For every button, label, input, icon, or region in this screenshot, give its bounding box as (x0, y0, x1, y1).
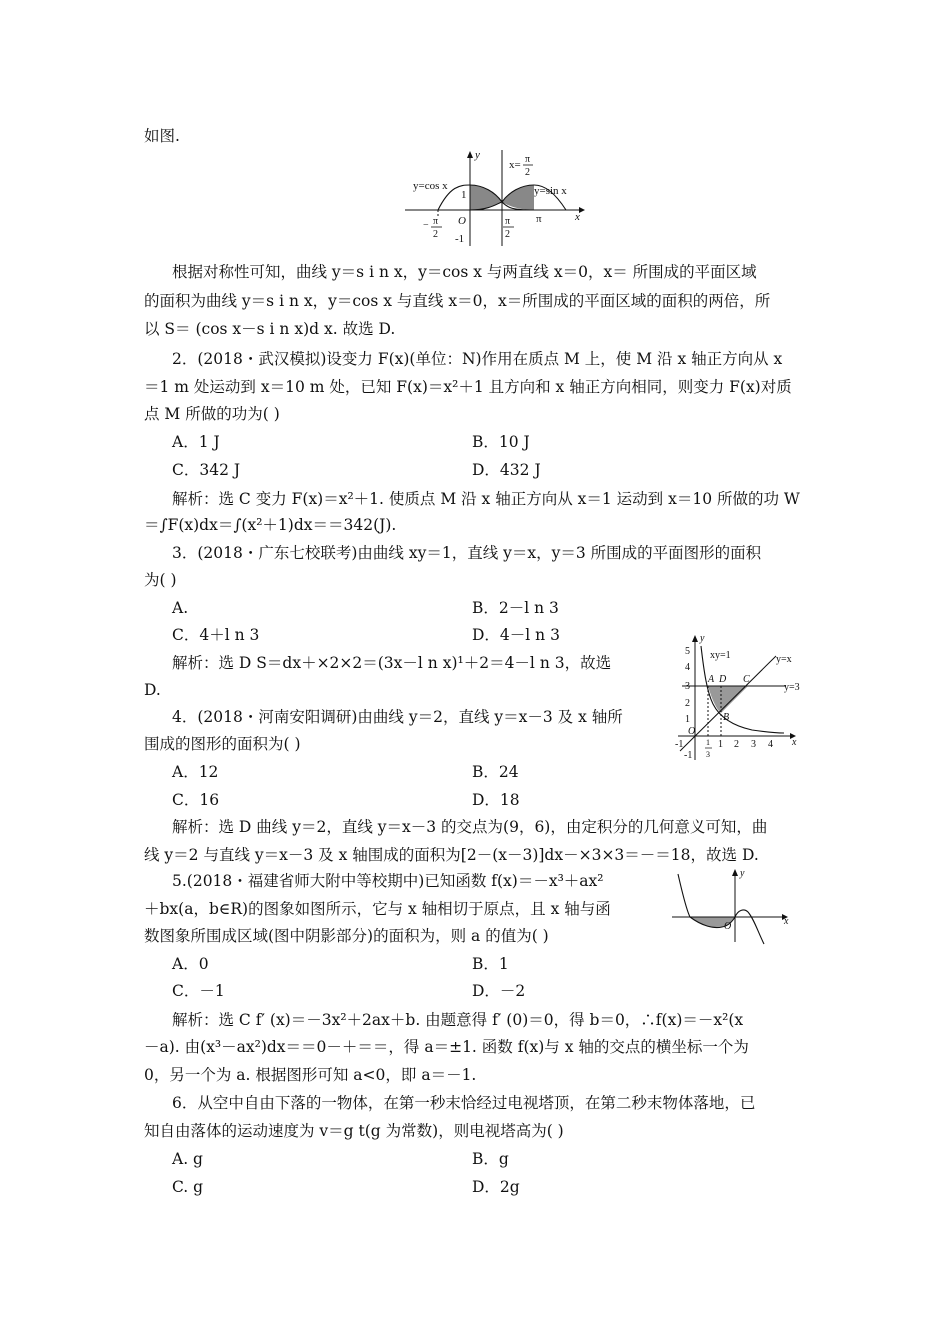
line-label-num: π (525, 154, 531, 165)
point-C: C (743, 674, 750, 685)
q4-line1: 4．(2018・河南安阳调研)由曲线 y＝2，直线 y＝x－3 及 x 轴所 (172, 708, 623, 726)
x-axis-label: x (784, 916, 789, 927)
y-tick-3: 3 (685, 681, 690, 692)
tick-neg-sign: − (423, 220, 429, 231)
tick-neg-pi-num: π (433, 216, 439, 227)
x-tick-1-3-den: 3 (706, 750, 710, 759)
y-tick-neg1: -1 (684, 750, 693, 761)
tick-one: 1 (461, 189, 467, 201)
q3-option-c: C．4＋l n 3 (172, 626, 260, 644)
intro-text: 如图. (144, 127, 180, 145)
q5-answer-line3: 0，另一个为 a. 根据图形可知 a<0，即 a＝－1. (144, 1066, 477, 1084)
line-label-den: 2 (525, 167, 530, 178)
q6-option-b: B．g (472, 1150, 509, 1168)
q3-answer-line1: 解析：选 D S＝dx＋×2×2＝(3x－l n x)¹＋2＝4－l n 3，故选 (172, 654, 612, 672)
q4-line2: 围成的图形的面积为( ) (144, 735, 301, 753)
q6-line2: 知自由落体的运动速度为 v＝g t(g 为常数)，则电视塔高为( ) (144, 1122, 564, 1140)
y-tick-1: 1 (685, 714, 690, 725)
xy1-label: xy=1 (710, 650, 731, 661)
q5-line3: 数图象所围成区域(图中阴影部分)的面积为，则 a 的值为( ) (144, 927, 549, 945)
q4-answer-line2: 线 y＝2 与直线 y＝x－3 及 x 轴围成的面积为[2－(x－3)]dx－×3×3＝－＝18，故选 D. (144, 846, 759, 864)
q2-answer-line2: ＝∫F(x)dx＝∫(x²＋1)dx＝＝342(J). (144, 516, 397, 534)
figure-hyperbola (672, 632, 802, 764)
point-D: D (719, 674, 727, 685)
q5-line2: ＋bx(a，b∈R)的图象如图所示，它与 x 轴相切于原点，且 x 轴与函 (144, 900, 611, 918)
q2-line1: 2．(2018・武汉模拟)设变力 F(x)(单位：N)作用在质点 M 上，使 M 沿 x 轴正方向从 x (172, 350, 783, 368)
x-tick-neg1: -1 (675, 739, 684, 750)
q4-option-c: C．16 (172, 791, 220, 809)
q6-option-c: C. g (172, 1178, 204, 1196)
q2-option-a: A．1 J (172, 433, 220, 451)
origin-label: O (458, 215, 466, 227)
p1-line2: 的面积为曲线 y＝s i n x，y＝cos x 与直线 x＝0，x＝所围成的平面区域的面积的两倍，所 (144, 292, 771, 310)
x-tick-3: 3 (751, 739, 756, 750)
q5-option-b: B．1 (472, 955, 509, 973)
y-axis-arrow (467, 151, 473, 158)
cos-label: y=cos x (413, 180, 448, 192)
line-label: x= (509, 159, 521, 171)
cubic-curve (678, 874, 764, 944)
q2-option-b: B．10 J (472, 433, 530, 451)
q6-option-a: A. g (172, 1150, 203, 1168)
q2-answer-line1: 解析：选 C 变力 F(x)＝x²＋1. 使质点 M 沿 x 轴正方向从 x＝1 运动到 x＝10 所做的功 W (172, 490, 800, 508)
p1-line1: 根据对称性可知，曲线 y＝s i n x，y＝cos x 与两直线 x＝0，x＝ 所围成的平面区域 (172, 263, 757, 281)
origin-label: O (688, 726, 696, 737)
q5-answer-line1: 解析：选 C f′ (x)＝－3x²＋2ax＋b. 由题意得 f′ (0)＝0，得 b＝0，∴f(x)＝－x²(x (172, 1011, 744, 1029)
q3-line1: 3．(2018・广东七校联考)由曲线 xy＝1，直线 y＝x，y＝3 所围成的平面图形的面积 (172, 544, 762, 562)
q5-option-d: D．－2 (472, 982, 526, 1000)
tick-pi-half-den: 2 (505, 229, 510, 240)
q5-answer-line2: －a). 由(x³－ax²)dx＝＝0－＋＝＝，得 a＝±1. 函数 f(x)与 x 轴的交点的横坐标一个为 (144, 1038, 749, 1056)
figure-sin-cos (405, 148, 590, 248)
q3-option-d: D．4－l n 3 (472, 626, 560, 644)
tick-neg-one: -1 (455, 233, 465, 245)
y3-label: y=3 (784, 682, 800, 693)
x-tick-2: 2 (734, 739, 739, 750)
q3-line2: 为( ) (144, 571, 177, 589)
q5-option-c: C．－1 (172, 982, 225, 1000)
point-A: A (708, 674, 715, 685)
x-tick-1-3-num: 1 (706, 738, 710, 747)
y-tick-2: 2 (685, 698, 690, 709)
y-axis-label: y (475, 149, 480, 161)
q5-option-a: A．0 (172, 955, 209, 973)
y-tick-4: 4 (685, 662, 690, 673)
tick-neg-pi-den: 2 (433, 229, 438, 240)
q3-answer-line2: D. (144, 681, 161, 699)
x-tick-4: 4 (768, 739, 773, 750)
yx-label: y=x (776, 654, 792, 665)
q2-option-d: D．432 J (472, 461, 541, 479)
y-axis-label: y (740, 868, 745, 879)
p1-line3: 以 S＝ (cos x－s i n x)d x. 故选 D. (144, 320, 396, 338)
tick-pi-half-num: π (505, 216, 511, 227)
q6-line1: 6．从空中自由下落的一物体，在第一秒末恰经过电视塔顶，在第二秒末物体落地，已 (172, 1094, 756, 1112)
tick-pi: π (536, 213, 542, 225)
origin-label: O (724, 921, 732, 932)
q6-option-d: D．2g (472, 1178, 520, 1196)
x-axis-label: x (575, 211, 580, 223)
x-tick-1: 1 (718, 739, 723, 750)
q4-option-a: A．12 (172, 763, 219, 781)
y-axis-label: y (700, 633, 705, 644)
q3-option-b: B．2－l n 3 (472, 599, 559, 617)
q2-option-c: C．342 J (172, 461, 241, 479)
q4-option-b: B．24 (472, 763, 519, 781)
sin-label: y=sin x (534, 185, 567, 197)
figure-cubic (668, 866, 798, 944)
q4-answer-line1: 解析：选 D 曲线 y＝2，直线 y＝x－3 的交点为(9，6)，由定积分的几何意义可知，曲 (172, 818, 768, 836)
q2-line3: 点 M 所做的功为( ) (144, 405, 280, 423)
q4-option-d: D．18 (472, 791, 520, 809)
x-axis-arrow (579, 207, 585, 213)
point-B: B (723, 712, 730, 723)
q5-line1: 5.(2018・福建省师大附中等校期中)已知函数 f(x)＝－x³＋ax² (172, 872, 604, 890)
q2-line2: ＝1 m 处运动到 x＝10 m 处，已知 F(x)＝x²＋1 且方向和 x 轴正方向相同，则变力 F(x)对质 (144, 378, 792, 396)
q3-option-a: A. (172, 599, 189, 617)
y-tick-5: 5 (685, 646, 690, 657)
x-axis-label: x (792, 737, 797, 748)
